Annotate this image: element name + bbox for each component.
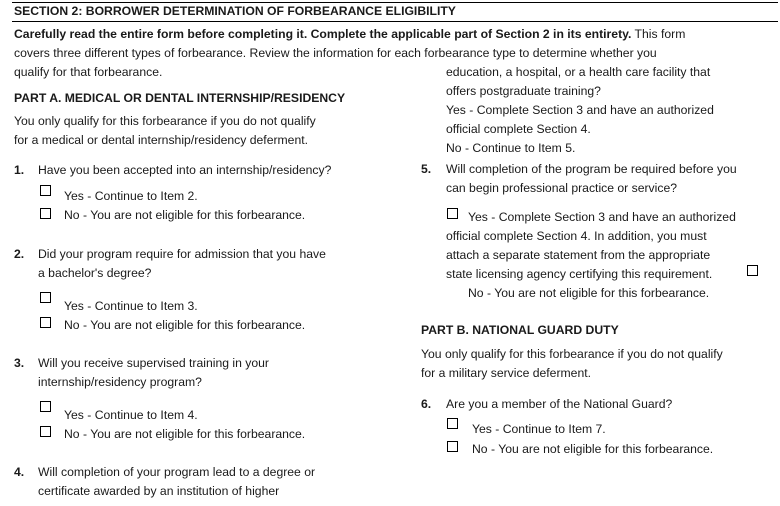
q6-no-label: No - You are not eligible for this forbearance. bbox=[472, 442, 714, 456]
q5-no-checkbox[interactable] bbox=[747, 265, 758, 276]
q3-no-label: No - You are not eligible for this forbearance. bbox=[64, 427, 306, 441]
q3-line-2: internship/residency program? bbox=[38, 375, 202, 389]
part-b-heading: PART B. NATIONAL GUARD DUTY bbox=[421, 323, 619, 337]
q1-text: Have you been accepted into an internship/residency? bbox=[38, 163, 332, 177]
q4-line-1: Will completion of your program lead to a degree or bbox=[38, 465, 316, 479]
q4-no-label: No - Continue to Item 5. bbox=[446, 141, 576, 155]
q4-line-4: offers postgraduate training? bbox=[446, 84, 601, 98]
part-b-desc-line-2: for a military service deferment. bbox=[421, 366, 592, 380]
q1-no-checkbox[interactable] bbox=[40, 208, 51, 219]
q4-yes-line-1: Yes - Complete Section 3 and have an authorized bbox=[446, 103, 714, 117]
q3-yes-label: Yes - Continue to Item 4. bbox=[64, 408, 198, 422]
section-intro bbox=[14, 25, 685, 43]
title-rule bbox=[12, 21, 778, 22]
q4-number: 4. bbox=[14, 465, 25, 479]
q6-number: 6. bbox=[421, 397, 432, 411]
part-a-heading: PART A. MEDICAL OR DENTAL INTERNSHIP/RESIDENCY bbox=[14, 91, 346, 105]
q6-no-checkbox[interactable] bbox=[447, 441, 458, 452]
q5-line-1: Will completion of the program be required before you bbox=[446, 162, 737, 176]
q1-yes-checkbox[interactable] bbox=[40, 185, 51, 196]
intro-line-2: covers three different types of forbearance. Review the information for each forbearance type to determine whether you bbox=[14, 46, 657, 60]
q5-no-label: No - You are not eligible for this forbearance. bbox=[468, 286, 710, 300]
q1-yes-label: Yes - Continue to Item 2. bbox=[64, 189, 198, 203]
q5-yes-checkbox[interactable] bbox=[447, 208, 458, 219]
q6-text: Are you a member of the National Guard? bbox=[446, 397, 673, 411]
q2-yes-label: Yes - Continue to Item 3. bbox=[64, 299, 198, 313]
q3-no-checkbox[interactable] bbox=[40, 426, 51, 437]
q2-line-2: a bachelor's degree? bbox=[38, 266, 152, 280]
q2-no-checkbox[interactable] bbox=[40, 317, 51, 328]
q3-number: 3. bbox=[14, 356, 25, 370]
q3-yes-checkbox[interactable] bbox=[40, 401, 51, 412]
q1-no-label: No - You are not eligible for this forbearance. bbox=[64, 208, 306, 222]
q5-yes-line-1: Yes - Complete Section 3 and have an authorized bbox=[468, 210, 736, 224]
q1-number: 1. bbox=[14, 163, 25, 177]
intro-rest: This form bbox=[631, 27, 686, 41]
q2-line-1: Did your program require for admission that you have bbox=[38, 247, 326, 261]
intro-bold: Carefully read the entire form before completing it. Complete the applicable part of Section 2 in its entirety. bbox=[14, 27, 632, 41]
q5-yes-line-3: attach a separate statement from the appropriate bbox=[446, 248, 711, 262]
q5-yes-line-4: state licensing agency certifying this requirement. bbox=[446, 267, 713, 281]
q3-line-1: Will you receive supervised training in your bbox=[38, 356, 269, 370]
section-title: SECTION 2: BORROWER DETERMINATION OF FORBEARANCE ELIGIBILITY bbox=[14, 4, 456, 18]
part-b-desc-line-1: You only qualify for this forbearance if you do not qualify bbox=[421, 347, 723, 361]
intro-line-3: qualify for that forbearance. bbox=[14, 65, 163, 79]
q2-no-label: No - You are not eligible for this forbearance. bbox=[64, 318, 306, 332]
q4-yes-line-2: official complete Section 4. bbox=[446, 122, 591, 136]
part-a-desc-line-1: You only qualify for this forbearance if you do not qualify bbox=[14, 114, 316, 128]
q2-number: 2. bbox=[14, 247, 25, 261]
q6-yes-checkbox[interactable] bbox=[447, 418, 458, 429]
part-a-desc-line-2: for a medical or dental internship/residency deferment. bbox=[14, 133, 309, 147]
q4-line-3: education, a hospital, or a health care facility that bbox=[446, 65, 711, 79]
q2-yes-checkbox[interactable] bbox=[40, 292, 51, 303]
q5-line-2: can begin professional practice or service? bbox=[446, 181, 678, 195]
q5-number: 5. bbox=[421, 162, 432, 176]
q4-line-2: certificate awarded by an institution of higher bbox=[38, 484, 280, 498]
q6-yes-label: Yes - Continue to Item 7. bbox=[472, 422, 606, 436]
q5-yes-line-2: official complete Section 4. In addition, you must bbox=[446, 229, 707, 243]
